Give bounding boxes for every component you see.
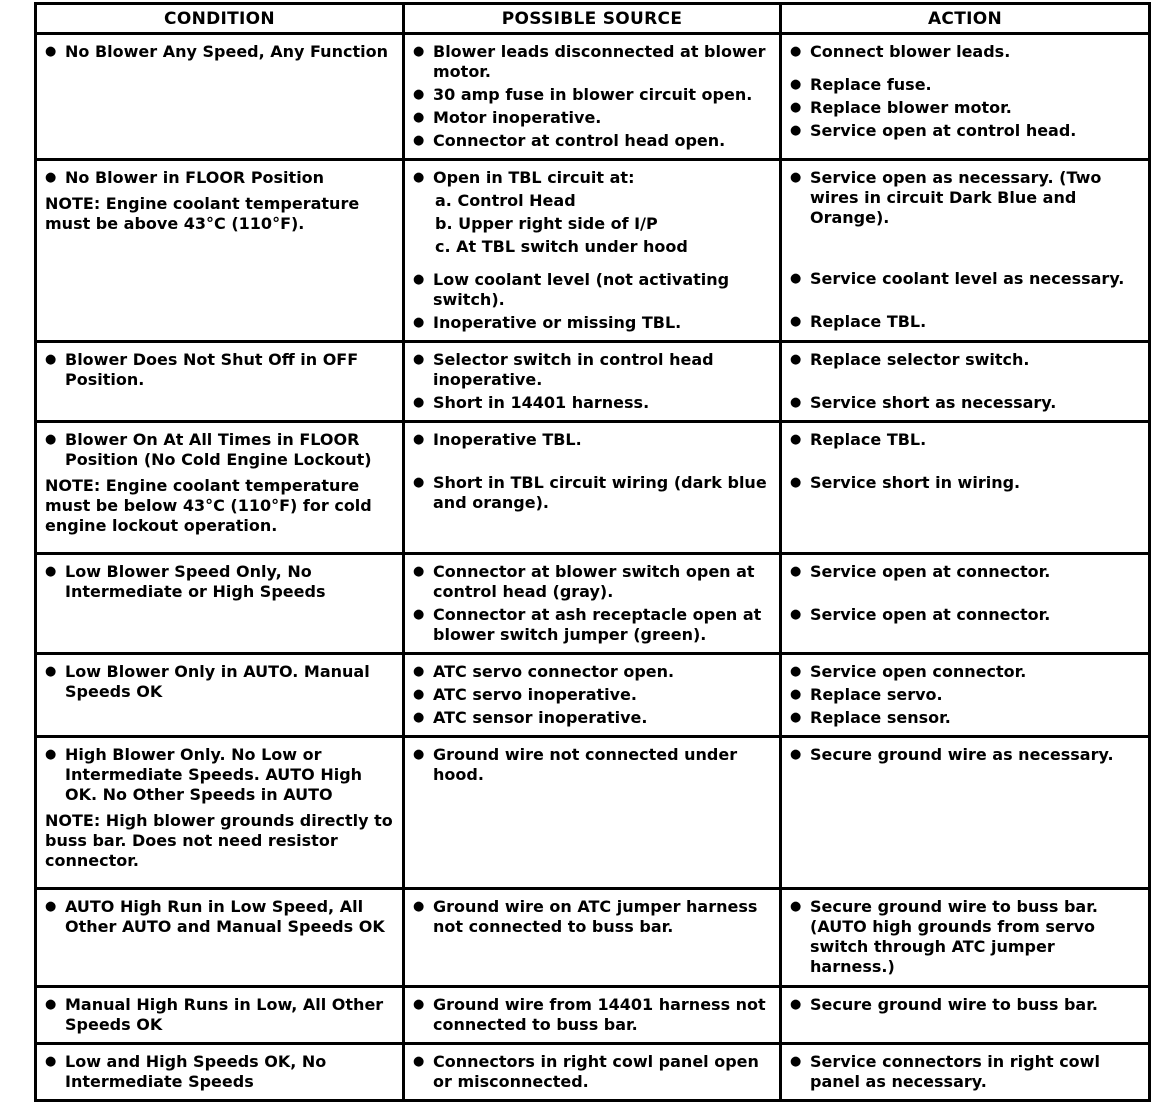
action-item: ● Service open at connector. bbox=[790, 562, 1142, 582]
action-item: ● Service coolant level as necessary. bbox=[790, 269, 1142, 289]
action-item: ● Replace TBL. bbox=[790, 430, 1142, 450]
condition-cell bbox=[36, 160, 404, 342]
table-row bbox=[36, 422, 1150, 554]
action-cell bbox=[781, 34, 1150, 160]
source-item: ● 30 amp fuse in blower circuit open. bbox=[413, 85, 773, 105]
condition-text: ● No Blower Any Speed, Any Function bbox=[45, 42, 396, 62]
condition-text: ● AUTO High Run in Low Speed, All Other AUTO and Manual Speeds OK bbox=[45, 897, 396, 937]
diagnosis-table bbox=[34, 2, 1151, 1102]
action-item: ● Service open at connector. bbox=[790, 605, 1142, 625]
action-item: ● Secure ground wire to buss bar. bbox=[790, 995, 1142, 1015]
action-item: ● Service short in wiring. bbox=[790, 473, 1142, 493]
source-subitem: a. Control Head bbox=[435, 191, 576, 210]
source-item: ● Selector switch in control head inoperative. bbox=[413, 350, 773, 390]
action-item: ● Service open as necessary. (Two wires in circuit Dark Blue and Orange). bbox=[790, 168, 1142, 228]
condition-note: NOTE: Engine coolant temperature must be above 43°C (110°F). bbox=[45, 194, 360, 233]
condition-text: ● Blower Does Not Shut Off in OFF Position. bbox=[45, 350, 396, 390]
condition-text: ● Low Blower Only in AUTO. Manual Speeds OK bbox=[45, 662, 396, 702]
condition-cell bbox=[36, 987, 404, 1044]
source-subitem: b. Upper right side of I/P bbox=[435, 214, 658, 233]
table-row bbox=[36, 554, 1150, 654]
source-item: ● Ground wire not connected under hood. bbox=[413, 745, 773, 785]
source-cell bbox=[404, 554, 781, 654]
action-item: ● Replace selector switch. bbox=[790, 350, 1142, 370]
action-item: ● Service open at control head. bbox=[790, 121, 1142, 141]
condition-note: NOTE: High blower grounds directly to buss bar. Does not need resistor connector. bbox=[45, 811, 393, 870]
source-cell bbox=[404, 737, 781, 889]
action-item: ● Connect blower leads. bbox=[790, 42, 1142, 62]
source-item: ● Short in 14401 harness. bbox=[413, 393, 773, 413]
action-item: ● Replace blower motor. bbox=[790, 98, 1142, 118]
action-item: ● Secure ground wire to buss bar. (AUTO high grounds from servo switch through ATC jumper harness.) bbox=[790, 897, 1142, 977]
action-cell bbox=[781, 987, 1150, 1044]
condition-header: CONDITION bbox=[36, 4, 404, 34]
condition-cell bbox=[36, 422, 404, 554]
source-item: ● ATC sensor inoperative. bbox=[413, 708, 773, 728]
action-item: ● Replace sensor. bbox=[790, 708, 1142, 728]
condition-cell bbox=[36, 1044, 404, 1101]
table-row bbox=[36, 160, 1150, 342]
source-cell bbox=[404, 342, 781, 422]
possible-source-header: POSSIBLE SOURCE bbox=[404, 4, 781, 34]
source-subitem: c. At TBL switch under hood bbox=[435, 237, 688, 256]
source-item: ● Connector at control head open. bbox=[413, 131, 773, 151]
action-item: ● Service short as necessary. bbox=[790, 393, 1142, 413]
condition-cell bbox=[36, 342, 404, 422]
condition-text: ● Low Blower Speed Only, No Intermediate or High Speeds bbox=[45, 562, 396, 602]
condition-text: ● Manual High Runs in Low, All Other Speeds OK bbox=[45, 995, 396, 1035]
source-item: ● Blower leads disconnected at blower motor. bbox=[413, 42, 773, 82]
action-cell bbox=[781, 889, 1150, 987]
header-row bbox=[36, 4, 1150, 34]
source-cell bbox=[404, 1044, 781, 1101]
source-cell bbox=[404, 160, 781, 342]
action-cell bbox=[781, 160, 1150, 342]
table-row bbox=[36, 889, 1150, 987]
action-cell bbox=[781, 737, 1150, 889]
action-item: ● Replace servo. bbox=[790, 685, 1142, 705]
action-item: ● Secure ground wire as necessary. bbox=[790, 745, 1142, 765]
action-item: ● Replace fuse. bbox=[790, 75, 1142, 95]
action-cell bbox=[781, 654, 1150, 737]
table-row bbox=[36, 654, 1150, 737]
table-row bbox=[36, 34, 1150, 160]
table-row bbox=[36, 987, 1150, 1044]
table-row bbox=[36, 342, 1150, 422]
source-item: ● Low coolant level (not activating switch). bbox=[413, 270, 773, 310]
source-item: ● ATC servo connector open. bbox=[413, 662, 773, 682]
action-item: ● Service connectors in right cowl panel as necessary. bbox=[790, 1052, 1142, 1092]
source-item: ● Connector at blower switch open at control head (gray). bbox=[413, 562, 773, 602]
action-cell bbox=[781, 1044, 1150, 1101]
source-item: ● Short in TBL circuit wiring (dark blue and orange). bbox=[413, 473, 773, 513]
source-item: ● Ground wire from 14401 harness not connected to buss bar. bbox=[413, 995, 773, 1035]
action-cell bbox=[781, 554, 1150, 654]
table-row bbox=[36, 737, 1150, 889]
condition-text: ● Low and High Speeds OK, No Intermediate Speeds bbox=[45, 1052, 396, 1092]
condition-text: ● Blower On At All Times in FLOOR Position (No Cold Engine Lockout) bbox=[45, 430, 396, 470]
condition-cell bbox=[36, 889, 404, 987]
source-cell bbox=[404, 987, 781, 1044]
condition-cell bbox=[36, 554, 404, 654]
source-item: ● Motor inoperative. bbox=[413, 108, 773, 128]
condition-cell bbox=[36, 654, 404, 737]
source-cell bbox=[404, 889, 781, 987]
source-item: ● Connectors in right cowl panel open or misconnected. bbox=[413, 1052, 773, 1092]
source-item: ● Connector at ash receptacle open at blower switch jumper (green). bbox=[413, 605, 773, 645]
action-cell bbox=[781, 422, 1150, 554]
table-row bbox=[36, 1044, 1150, 1101]
action-item: ● Replace TBL. bbox=[790, 312, 1142, 332]
condition-cell bbox=[36, 34, 404, 160]
source-cell bbox=[404, 422, 781, 554]
source-cell bbox=[404, 34, 781, 160]
action-cell bbox=[781, 342, 1150, 422]
source-cell bbox=[404, 654, 781, 737]
source-item: ● Inoperative TBL. bbox=[413, 430, 773, 450]
condition-text: ● High Blower Only. No Low or Intermediate Speeds. AUTO High OK. No Other Speeds in AUTO bbox=[45, 745, 396, 805]
action-item: ● Service open connector. bbox=[790, 662, 1142, 682]
source-item: ● Inoperative or missing TBL. bbox=[413, 313, 773, 333]
condition-cell bbox=[36, 737, 404, 889]
source-item: ● Ground wire on ATC jumper harness not connected to buss bar. bbox=[413, 897, 773, 937]
action-header: ACTION bbox=[781, 4, 1150, 34]
source-item: ● Open in TBL circuit at: bbox=[413, 168, 773, 188]
condition-text: ● No Blower in FLOOR Position bbox=[45, 168, 396, 188]
source-item: ● ATC servo inoperative. bbox=[413, 685, 773, 705]
condition-note: NOTE: Engine coolant temperature must be below 43°C (110°F) for cold engine lockout operation. bbox=[45, 476, 372, 535]
